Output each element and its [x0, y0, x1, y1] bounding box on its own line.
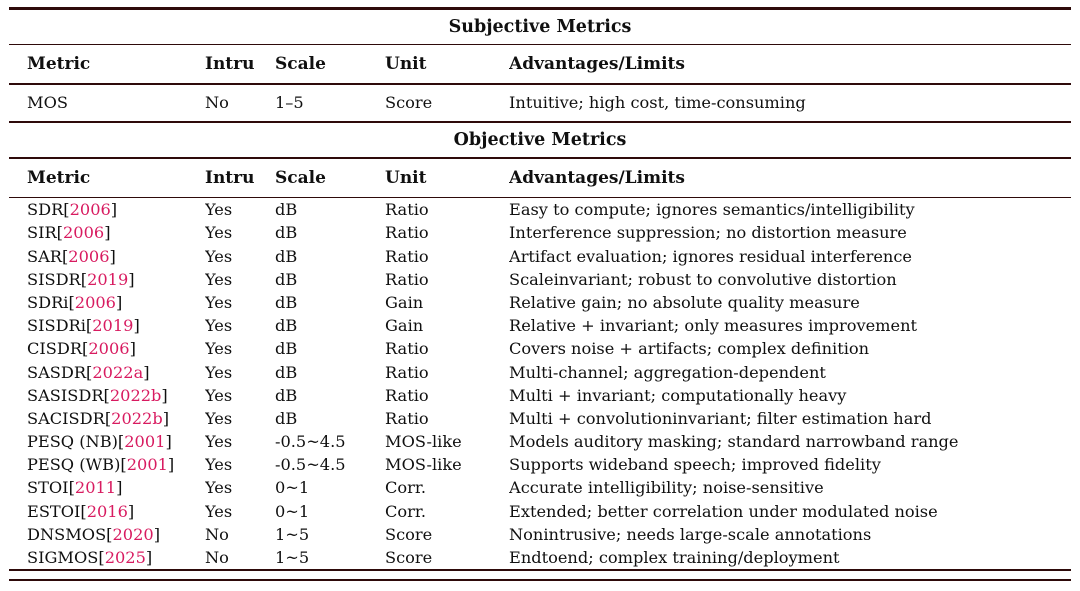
column-header: Advantages/Limits — [509, 54, 685, 75]
metric-name: SASISDR — [27, 385, 104, 405]
unit-cell: Score — [385, 548, 433, 568]
table-row — [9, 360, 1071, 383]
unit-cell: Score — [385, 524, 433, 544]
intru-cell: Yes — [205, 432, 233, 452]
notes-cell: Covers noise + artifacts; complex definition — [509, 339, 870, 359]
metric-name: SAR — [27, 246, 62, 266]
table-row — [9, 314, 1071, 337]
unit-cell: Corr. — [385, 478, 426, 498]
column-header: Metric — [27, 54, 91, 75]
intru-cell: Yes — [205, 478, 233, 498]
intru-cell: Yes — [205, 501, 233, 521]
metric-cell: SISDR[2019] — [27, 269, 135, 289]
scale-cell: dB — [275, 246, 298, 266]
table-row — [9, 337, 1071, 360]
intru-cell: No — [205, 548, 229, 568]
metric-cell — [9, 93, 205, 112]
metric-name: SIR — [27, 223, 57, 243]
metric-cell: SIR[2006] — [27, 223, 111, 243]
metric-name: SISDRi — [27, 316, 86, 336]
intru-cell: Yes — [205, 455, 233, 475]
scale-cell: 1–5 — [275, 93, 304, 113]
table-row — [9, 221, 1071, 244]
scale-cell: dB — [275, 339, 298, 359]
citation-link[interactable]: 2011 — [74, 478, 117, 498]
metric-name: PESQ (WB) — [27, 455, 121, 475]
metric-name: STOI — [27, 478, 69, 498]
unit-cell: Ratio — [385, 385, 429, 405]
intru-cell: Yes — [205, 246, 233, 266]
scale-cell: dB — [275, 385, 298, 405]
citation-link[interactable]: 2022b — [111, 408, 163, 428]
citation-link[interactable]: 2006 — [74, 292, 116, 312]
citation-link[interactable]: 2016 — [86, 501, 128, 521]
table-row — [9, 523, 1071, 546]
metric-name: SIGMOS — [27, 548, 99, 568]
unit-cell: MOS-like — [385, 455, 462, 475]
table-row — [9, 476, 1071, 499]
citation-link[interactable]: 2019 — [87, 269, 129, 289]
intru-cell: Yes — [205, 408, 233, 428]
intru-cell: Yes — [205, 269, 233, 289]
metric-cell: DNSMOS[2020] — [27, 524, 161, 544]
table-row — [9, 453, 1071, 476]
metric-cell: SACISDR[2022b] — [27, 408, 170, 428]
citation-link[interactable]: 2006 — [88, 339, 130, 359]
column-header: Intru — [205, 167, 255, 188]
metric-name: PESQ (NB) — [27, 432, 118, 452]
citation-link[interactable]: 2025 — [104, 548, 146, 568]
metric-cell: PESQ (NB)[2001] — [27, 432, 172, 452]
metric-name: SASDR — [27, 362, 87, 382]
notes-cell: Easy to compute; ignores semantics/intelligibility — [509, 200, 915, 220]
scale-cell: -0.5~4.5 — [275, 455, 346, 475]
column-header: Unit — [385, 167, 427, 188]
unit-cell: Ratio — [385, 269, 429, 289]
scale-cell: 1~5 — [275, 548, 310, 568]
table-row — [9, 384, 1071, 407]
metric-cell: ESTOI[2016] — [27, 501, 135, 521]
metric-cell: PESQ (WB)[2001] — [27, 455, 175, 475]
unit-cell: Gain — [385, 292, 424, 312]
intru-cell: Yes — [205, 200, 233, 220]
unit-cell: Corr. — [385, 501, 426, 521]
scale-cell: 0~1 — [275, 501, 310, 521]
notes-cell: Models auditory masking; standard narrowband range — [509, 432, 959, 452]
notes-cell: Extended; better correlation under modulated noise — [509, 501, 938, 521]
notes-cell: Scaleinvariant; robust to convolutive distortion — [509, 269, 897, 289]
intru-cell: Yes — [205, 292, 233, 312]
notes-cell: Supports wideband speech; improved fidelity — [509, 455, 881, 475]
rule-gap — [9, 571, 1071, 579]
scale-cell: 1~5 — [275, 524, 310, 544]
column-header: Scale — [275, 167, 326, 188]
notes-cell: Nonintrusive; needs large-scale annotations — [509, 524, 872, 544]
table-rule — [9, 579, 1071, 582]
metric-name: ESTOI — [27, 501, 81, 521]
scale-cell: dB — [275, 269, 298, 289]
unit-cell: MOS-like — [385, 432, 462, 452]
intru-cell: Yes — [205, 385, 233, 405]
scale-cell: dB — [275, 200, 298, 220]
column-header: Unit — [385, 54, 427, 75]
notes-cell: Relative + invariant; only measures improvement — [509, 316, 918, 336]
metric-cell: SASISDR[2022b] — [27, 385, 168, 405]
notes-cell: Endtoend; complex training/deployment — [509, 548, 840, 568]
citation-link[interactable]: 2006 — [63, 223, 105, 243]
citation-link[interactable]: 2001 — [126, 455, 168, 475]
intru-cell: No — [205, 93, 229, 113]
scale-cell: dB — [275, 316, 298, 336]
citation-link[interactable]: 2001 — [124, 432, 166, 452]
metric-name: CISDR — [27, 339, 83, 359]
metric-cell: CISDR[2006] — [27, 339, 136, 359]
unit-cell: Ratio — [385, 223, 429, 243]
unit-cell: Ratio — [385, 408, 429, 428]
citation-link[interactable]: 2019 — [92, 316, 134, 336]
notes-cell: Artifact evaluation; ignores residual interference — [509, 246, 912, 266]
metric-cell: SASDR[2022a] — [27, 362, 150, 382]
unit-cell: Ratio — [385, 246, 429, 266]
section-title: Objective Metrics — [453, 130, 627, 151]
citation-link[interactable]: 2022b — [109, 385, 162, 405]
table-row — [9, 85, 1071, 121]
metric-name: SISDR — [27, 269, 81, 289]
metric-cell: STOI[2011] — [27, 478, 123, 498]
table-row — [9, 268, 1071, 291]
intru-cell: Yes — [205, 223, 233, 243]
citation-link[interactable]: 2006 — [69, 200, 111, 220]
intru-cell: Yes — [205, 339, 233, 359]
metric-cell: SDR[2006] — [27, 200, 118, 220]
unit-cell: Ratio — [385, 200, 429, 220]
table-row — [9, 407, 1071, 430]
scale-cell: dB — [275, 408, 298, 428]
notes-cell: Intuitive; high cost, time-consuming — [509, 93, 806, 113]
notes-cell: Multi-channel; aggregation-dependent — [509, 362, 826, 382]
metric-name: MOS — [27, 93, 68, 113]
column-header: Scale — [275, 54, 326, 75]
intru-cell: No — [205, 524, 229, 544]
notes-cell: Multi + convolutioninvariant; filter estimation hard — [509, 408, 932, 428]
scale-cell: dB — [275, 292, 298, 312]
table-header-row — [9, 159, 1071, 197]
notes-cell: Multi + invariant; computationally heavy — [509, 385, 847, 405]
column-header: Intru — [205, 54, 255, 75]
table-row — [9, 430, 1071, 453]
unit-cell: Score — [385, 93, 433, 113]
unit-cell: Gain — [385, 316, 424, 336]
scale-cell: 0~1 — [275, 478, 310, 498]
metric-name: SDRi — [27, 292, 69, 312]
scale-cell: dB — [275, 223, 298, 243]
intru-cell: Yes — [205, 316, 233, 336]
notes-cell: Relative gain; no absolute quality measure — [509, 292, 860, 312]
metric-name: SACISDR — [27, 408, 105, 428]
metric-cell: SISDRi[2019] — [27, 316, 140, 336]
table-row — [9, 291, 1071, 314]
notes-cell: Interference suppression; no distortion measure — [509, 223, 907, 243]
metric-name: SDR — [27, 200, 64, 220]
section-title: Subjective Metrics — [448, 16, 632, 37]
notes-cell: Accurate intelligibility; noise-sensitive — [509, 478, 824, 498]
table-row — [9, 500, 1071, 523]
table-header-row — [9, 45, 1071, 83]
column-header: Metric — [27, 167, 91, 188]
column-header: Advantages/Limits — [509, 167, 685, 188]
metric-cell: SIGMOS[2025] — [27, 548, 153, 568]
metric-cell: SAR[2006] — [27, 246, 116, 266]
table-row — [9, 198, 1071, 221]
citation-link[interactable]: 2006 — [68, 246, 110, 266]
metrics-table — [9, 7, 1071, 581]
intru-cell: Yes — [205, 362, 233, 382]
citation-link[interactable]: 2022a — [92, 362, 144, 382]
citation-link[interactable]: 2020 — [112, 524, 154, 544]
unit-cell: Ratio — [385, 362, 429, 382]
table-row — [9, 546, 1071, 569]
metric-cell: SDRi[2006] — [27, 292, 123, 312]
scale-cell: -0.5~4.5 — [275, 432, 346, 452]
table-row — [9, 245, 1071, 268]
scale-cell: dB — [275, 362, 298, 382]
metric-name: DNSMOS — [27, 524, 107, 544]
unit-cell: Ratio — [385, 339, 429, 359]
